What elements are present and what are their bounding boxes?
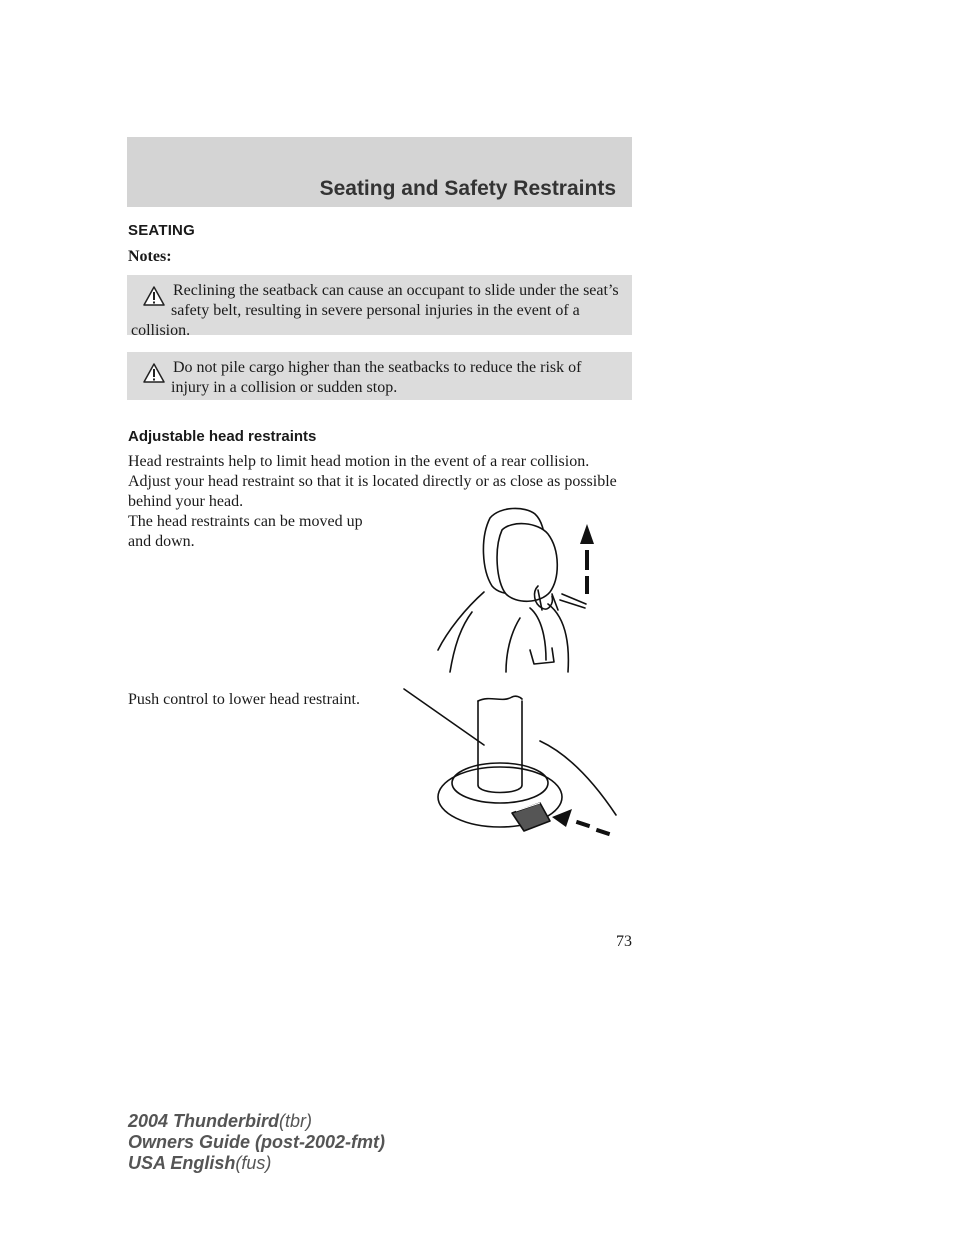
paragraph-push-control: Push control to lower head restraint. xyxy=(128,691,360,708)
subsection-heading: Adjustable head restraints xyxy=(128,428,317,445)
warning-text: Reclining the seatback can cause an occupant to slide under the seat’s safety belt, resulting in severe personal injuries in the event of a collision. xyxy=(131,282,619,339)
warning-box-cargo xyxy=(127,352,632,400)
section-heading: SEATING xyxy=(128,222,195,239)
footer-model-code: (tbr) xyxy=(279,1111,313,1131)
footer-model: 2004 Thunderbird xyxy=(128,1111,280,1131)
warning-triangle-icon xyxy=(143,363,165,383)
header-band xyxy=(127,137,632,207)
notes-label: Notes: xyxy=(128,248,172,265)
page-header-title: Seating and Safety Restraints xyxy=(319,177,616,200)
warning-text: Do not pile cargo higher than the seatbacks to reduce the risk of injury in a collision or sudden stop. xyxy=(171,359,582,396)
footer-language: USA English xyxy=(128,1153,236,1173)
paragraph-moved-up-down: The head restraints can be moved up and down. xyxy=(128,513,363,550)
head-restraint-push-control-illustration xyxy=(400,685,620,855)
page-number: 73 xyxy=(616,933,632,950)
warning-triangle-icon xyxy=(143,286,165,306)
paragraph-head-restraints: Head restraints help to limit head motion in the event of a rear collision. Adjust your head restraint so that it is located directly or as close as possible behind your head. xyxy=(128,453,617,510)
head-restraint-up-illustration xyxy=(430,500,605,675)
footer-language-code: (fus) xyxy=(235,1153,272,1173)
warning-box-recline xyxy=(127,275,632,339)
footer-guide: Owners Guide (post-2002-fmt) xyxy=(128,1132,386,1152)
document-footer xyxy=(128,1111,385,1174)
